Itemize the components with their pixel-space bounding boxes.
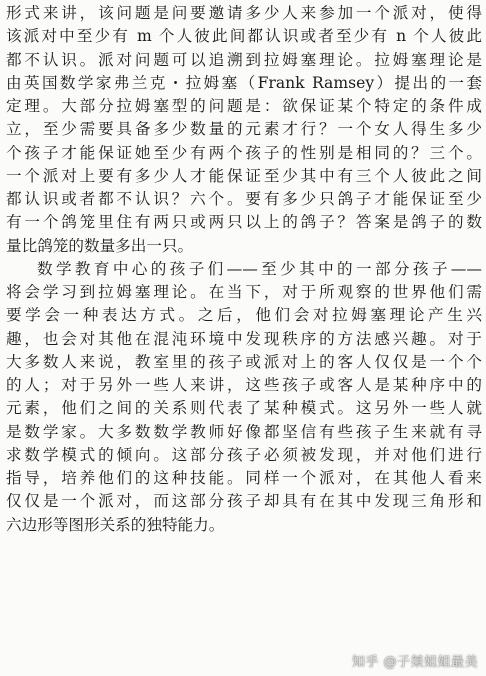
text-line-5: 定理。大部分拉姆塞型的问题是：欲保证某个特定的条件成 bbox=[6, 97, 482, 115]
text-line-19: 是数学家。大多数数学教师好像都坚信有些孩子生来就有寻 bbox=[6, 422, 482, 441]
text-line-13: 将会学习到拉姆塞理论。在当下，对于所观察的世界他们需 bbox=[6, 283, 482, 301]
text-line-7: 个孩子才能保证她至少有两个孩子的性别是相同的？三个。 bbox=[6, 143, 482, 162]
text-line-1: 形式来讲，该问题是问要邀请多少人来参加一个派对，使得 bbox=[6, 4, 482, 22]
text-line-16: 大多数人来说，教室里的孩子或派对上的客人仅仅是一个个 bbox=[6, 352, 482, 371]
text-line-23: 六边形等图形关系的独特能力。 bbox=[6, 515, 225, 534]
text-line-22: 仅仅是一个派对，而这部分孩子却具有在其中发现三角形和 bbox=[6, 492, 482, 511]
text-line-2: 该派对中至少有 m 个人彼此间都认识或者至少有 n 个人彼此 bbox=[6, 27, 482, 46]
text-line-18: 元素，他们之间的关系则代表了某种模式。这另外一些人就 bbox=[6, 399, 482, 418]
text-line-15: 趣，也会对其他在混沌环境中发现秩序的方法感兴趣。对于 bbox=[6, 329, 482, 348]
text-line-3: 都不认识。派对问题可以追溯到拉姆塞理论。拉姆塞理论是 bbox=[6, 50, 482, 69]
text-line-17: 的人；对于另外一些人来讲，这些孩子或客人是某种序中的 bbox=[6, 376, 482, 394]
text-line-12: 数学教育中心的孩子们——至少其中的一部分孩子—— bbox=[37, 259, 482, 278]
text-line-4: 由英国数学家弗兰克・拉姆塞（Frank Ramsey）提出的一套 bbox=[6, 73, 482, 92]
text-line-8: 一个派对上要有多少人才能保证至少其中有三个人彼此之间 bbox=[6, 166, 482, 185]
zhihu-watermark: 知乎 @子桀姐姐最美 bbox=[351, 655, 478, 670]
body-text bbox=[6, 2, 482, 537]
text-line-10: 有一个鸽笼里住有两只或两只以上的鸽子？答案是鸽子的数 bbox=[6, 213, 482, 232]
text-line-21: 指导，培养他们的这种技能。同样一个派对，在其他人看来 bbox=[6, 469, 482, 487]
text-line-9: 都认识或者都不认识？六个。要有多少只鸽子才能保证至少 bbox=[6, 190, 482, 208]
text-line-14: 要学会一种表达方式。之后，他们会对拉姆塞理论产生兴 bbox=[6, 306, 482, 325]
text-line-11: 量比鸽笼的数量多出一只。 bbox=[6, 236, 194, 255]
text-line-6: 立，至少需要具备多少数量的元素才行？一个女人得生多少 bbox=[6, 120, 482, 139]
text-line-20: 求数学模式的倾向。这部分孩子必须被发现，并对他们进行 bbox=[6, 445, 482, 464]
